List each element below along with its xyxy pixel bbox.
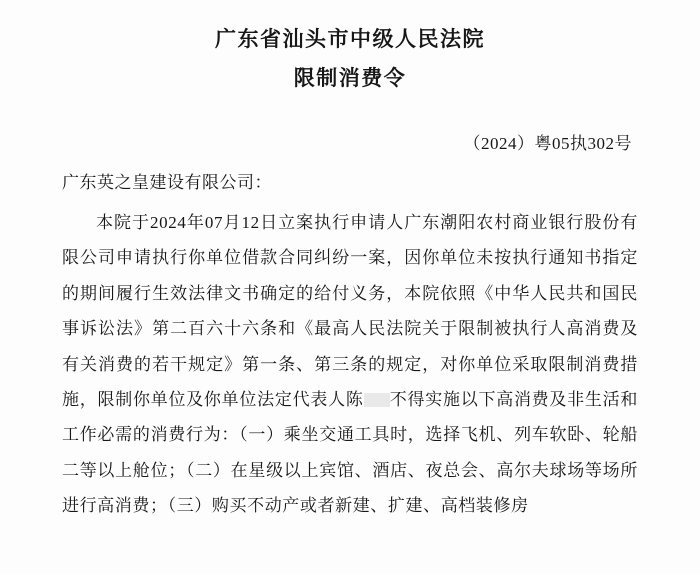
body-paragraph-part-two: 不得实施以下高消费及非生活和工作必需的消费行为：（一）乘坐交通工具时，选择飞机、列车软卧、轮船二等以上舱位；（二）在星级以上宾馆、酒店、夜总会、高尔夫球场等场所进行高消费；（三）购买不动产或者新建、扩建、高档装修房 xyxy=(62,389,638,515)
redacted-name-block xyxy=(364,393,390,407)
body-paragraph-part-one: 本院于2024年07月12日立案执行申请人广东潮阳农村商业银行股份有限公司申请执行你单位借款合同纠纷一案，因你单位未按执行通知书指定的期间履行生效法律文书确定的给付义务，本院依照《中华人民共和国民事诉讼法》第二百六十六条和《最高人民法院关于限制被执行人高消费及有关消费的若干规定》第一条、第三条的规定，对你单位采取限制消费措施，限制你单位及你单位法定代表人陈 xyxy=(62,213,638,409)
document-subtitle: 限制消费令 xyxy=(293,65,407,90)
document-body xyxy=(62,205,638,523)
case-number: （2024）粤05执302号 xyxy=(463,134,632,154)
court-title: 广东省汕头市中级人民法院 xyxy=(215,27,485,51)
addressee: 广东英之皇建设有限公司： xyxy=(62,173,272,193)
